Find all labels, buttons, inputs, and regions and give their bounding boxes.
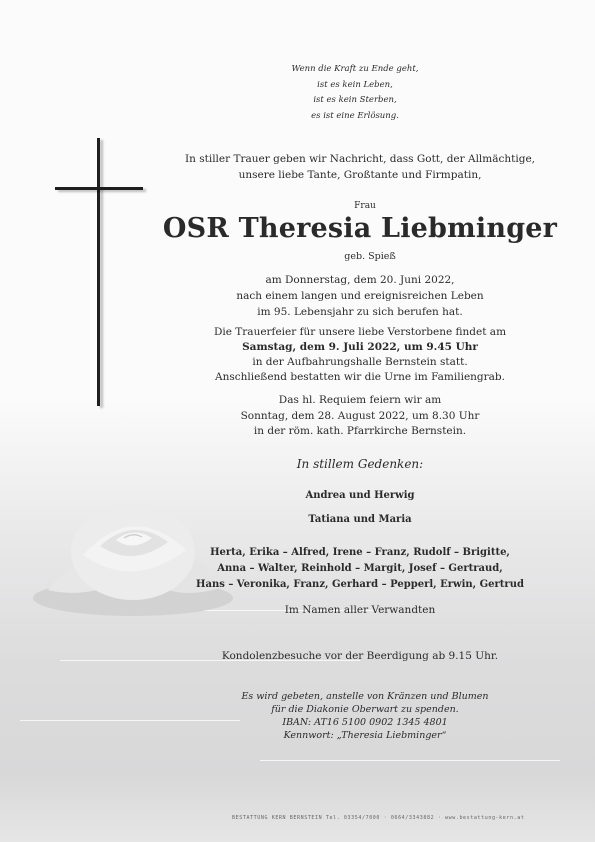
death-notice-line: nach einem langen und ereignisreichen Leben (236, 290, 484, 302)
water-ripple (260, 760, 560, 761)
relatives-line: Herta, Erika – Alfred, Irene – Franz, Rudolf – Brigitte, (210, 547, 510, 558)
family-names: Tatiana und Maria (308, 514, 412, 525)
intro-line: In stiller Trauer geben wir Nachricht, dass Gott, der Allmächtige, (184, 153, 536, 165)
funeral-date: Samstag, dem 9. Juli 2022, um 9.45 Uhr (242, 341, 478, 353)
poem-line: ist es kein Leben, (317, 79, 393, 90)
requiem-line: Sonntag, dem 28. August 2022, um 8.30 Uhr (240, 409, 480, 422)
on-behalf-text: Im Namen aller Verwandten (284, 604, 436, 616)
poem-line: es ist eine Erlösung. (311, 110, 399, 121)
requiem-info (150, 393, 570, 440)
funeral-line: Anschließend bestatten wir die Urne im Familiengrab. (215, 371, 505, 383)
remembrance-heading: In stillem Gedenken: (296, 457, 424, 471)
poem (240, 62, 470, 124)
donation-iban: IBAN: AT16 5100 0902 1345 4801 (282, 717, 448, 728)
death-notice (150, 272, 570, 320)
relatives-line: Anna – Walter, Reinhold – Margit, Josef – Gertraud, (217, 563, 503, 574)
death-notice-line: am Donnerstag, dem 20. Juni 2022, (265, 274, 455, 286)
death-notice-line: im 95. Lebensjahr zu sich berufen hat. (257, 306, 463, 318)
cross-horizontal-bar (55, 187, 143, 190)
donation-keyword: Kennwort: „Theresia Liebminger“ (283, 730, 447, 741)
condolences-text: Kondolenzbesuche vor der Beerdigung ab 9.15 Uhr. (221, 650, 499, 662)
family-names: Andrea und Herwig (305, 490, 415, 501)
funeral-info (150, 325, 570, 385)
poem-line: Wenn die Kraft zu Ende geht, (291, 64, 419, 74)
intro-text (150, 151, 570, 183)
funeral-line: in der Aufbahrungshalle Bernstein statt. (252, 356, 468, 368)
cross-vertical-bar (97, 138, 100, 406)
intro-line: unsere liebe Tante, Großtante und Firmpatin, (238, 169, 482, 181)
requiem-line: in der röm. kath. Pfarrkirche Bernstein. (253, 425, 467, 437)
donation-line: für die Diakonie Oberwart zu spenden. (271, 704, 459, 715)
relatives-line: Hans – Veronika, Franz, Gerhard – Pepperl, Erwin, Gertrud (196, 579, 524, 590)
salutation: Frau (354, 201, 376, 211)
footer-imprint: BESTATTUNG KERN BERNSTEIN Tel. 03354/7000 · 0664/3343882 · www.bestattung-kern.at (232, 815, 525, 821)
funeral-line: Die Trauerfeier für unsere liebe Verstorbene findet am (213, 326, 507, 338)
poem-line: ist es kein Sterben, (313, 95, 397, 105)
donation-line: Es wird gebeten, anstelle von Kränzen und Blumen (241, 691, 489, 702)
born-name: geb. Spieß (344, 251, 396, 262)
requiem-line: Das hl. Requiem feiern wir am (278, 394, 442, 406)
relatives-list (150, 545, 570, 593)
deceased-name: OSR Theresia Liebminger (162, 213, 558, 244)
donation-note (200, 690, 530, 742)
